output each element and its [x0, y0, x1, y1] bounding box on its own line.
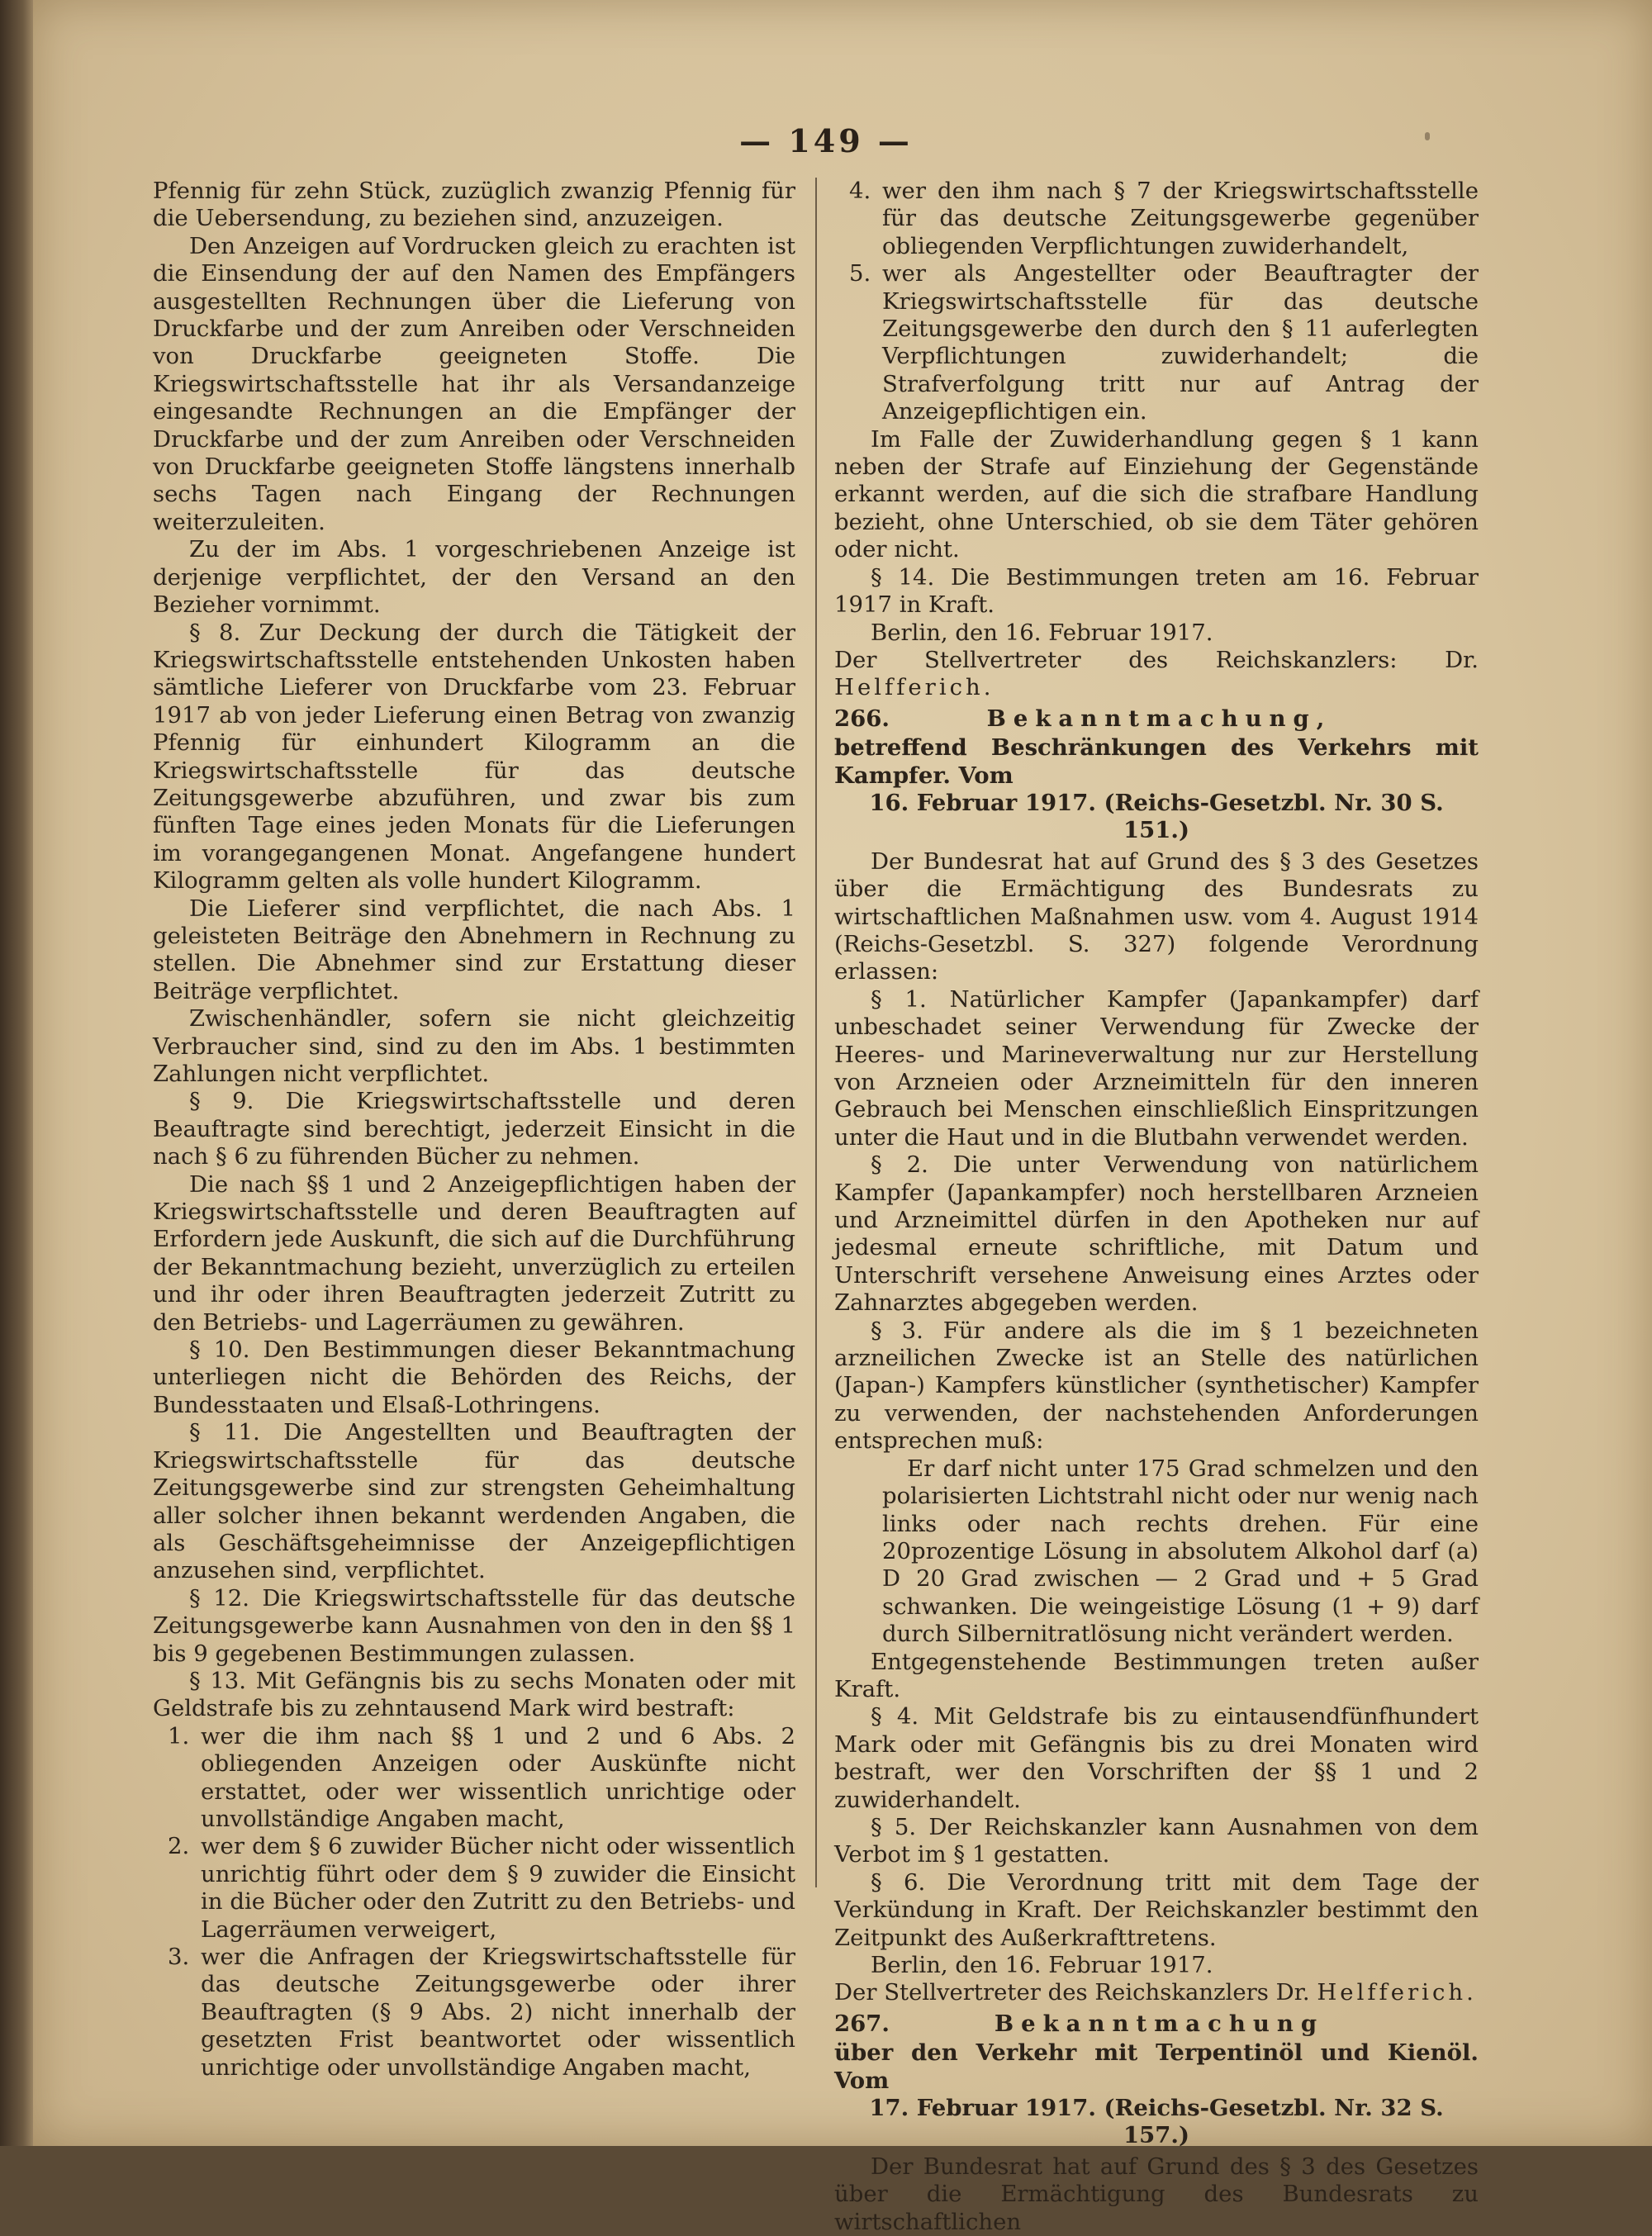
announcement-title: Bekanntmachung, [986, 705, 1332, 732]
announcement-citation: 16. Februar 1917. (Reichs-Gesetzbl. Nr. 30 S. 151.) [869, 789, 1444, 844]
announcement-citation: 17. Februar 1917. (Reichs-Gesetzbl. Nr. 32 S. 157.) [869, 2095, 1444, 2149]
paragraph: Die Lieferer sind verpflichtet, die nach Abs. 1 geleisteten Beiträge den Abnehmern in Rechnung zu stellen. Die Abnehmer sind zur Erstattung dieser Beiträge verpflichtet. [153, 895, 795, 1004]
list-number: 4. [849, 178, 871, 204]
signature-title: Der Stellvertreter des Reichskanzlers: Dr. [834, 646, 1479, 673]
announcement-title: Bekanntmachung [994, 2010, 1325, 2037]
indented-specification: Er darf nicht unter 175 Grad schmelzen und den polarisierten Lichtstrahl nicht oder nur wenig nach links oder nach rechts drehen. Für eine 20prozentige Lösung in absolutem Alkohol darf (a) D 20 Grad zwischen — 2 Grad und + 5 Grad schwanken. Die weingeistige Lösung (1 + 9) darf durch Silbernitratlösung nicht verändert werden. [882, 1455, 1479, 1648]
paragraph: Zu der im Abs. 1 vorgeschriebenen Anzeige ist derjenige verpflichtet, der den Versand an den Bezieher vornimmt. [153, 536, 795, 619]
paragraph: § 5. Der Reichskanzler kann Ausnahmen von dem Verbot im § 1 gestatten. [834, 1813, 1479, 1868]
paragraph: Die nach §§ 1 und 2 Anzeigepflichtigen haben der Kriegswirtschaftsstelle und deren Beauftragten auf Erfordern jede Auskunft, die sich auf die Durchführung der Bekanntmachung bezieht, unverzüglich zu erteilen und ihr oder ihren Beauftragten jederzeit Zutritt zu den Betriebs- und Lagerräumen zu gewähren. [153, 1170, 795, 1336]
ink-spot [1425, 132, 1430, 140]
paragraph: § 13. Mit Gefängnis bis zu sechs Monaten oder mit Geldstrafe bis zu zehntausend Mark wird bestraft: [153, 1667, 795, 1722]
page-number: — 149 — [739, 122, 913, 159]
list-number: 3. [168, 1944, 190, 1970]
list-text: wer den ihm nach § 7 der Kriegswirtschaftsstelle für das deutsche Zeitungsgewerbe gegenüber obliegenden Verpflichtungen zuwiderhandelt, [882, 178, 1479, 259]
announcement-heading [834, 2011, 1479, 2038]
list-item [153, 1833, 795, 1944]
paragraph: Entgegenstehende Bestimmungen treten außer Kraft. [834, 1648, 1479, 1702]
book-spine [0, 0, 33, 2146]
list-text: wer als Angestellter oder Beauftragter der Kriegswirtschaftsstelle für das deutsche Zeitungsgewerbe den durch den § 11 auferlegten Verpflichtungen zuwiderhandelt; die Strafverfolgung tritt nur auf Antrag der Anzeigepflichtigen ein. [882, 260, 1479, 425]
paragraph: § 14. Die Bestimmungen treten am 16. Februar 1917 in Kraft. [834, 563, 1479, 619]
list-number: 5. [849, 260, 871, 287]
list-item [834, 178, 1479, 260]
signature-title: Der Stellvertreter des Reichskanzlers Dr. [834, 1979, 1317, 2006]
paragraph: § 10. Den Bestimmungen dieser Bekanntmachung unterliegen nicht die Behörden des Reichs, der Bundesstaaten und Elsaß-Lothringens. [153, 1336, 795, 1418]
list-text: wer die ihm nach §§ 1 und 2 und 6 Abs. 2 obliegenden Anzeigen oder Auskünfte nicht erstattet, oder wer wissentlich unrichtige oder unvollständige Angaben macht, [201, 1722, 795, 1832]
paragraph: § 3. Für andere als die im § 1 bezeichneten arzneilichen Zwecke ist an Stelle des natürlichen (Japan-) Kampfers künstlicher (synthetischer) Kampfer zu verwenden, der nachstehenden Anforderungen entsprechen muß: [834, 1317, 1479, 1455]
announcement-subject: betreffend Beschränkungen des Verkehrs mit Kampfer. Vom [834, 734, 1479, 789]
list-text: wer dem § 6 zuwider Bücher nicht oder wissentlich unrichtig führt oder dem § 9 zuwider die Einsicht in die Bücher oder den Zutritt zu den Betriebs- und Lagerräumen verweigert, [201, 1833, 795, 1943]
paragraph: § 11. Die Angestellten und Beauftragten der Kriegswirtschaftsstelle für das deutsche Zeitungsgewerbe sind zur strengsten Geheimhaltung aller solcher ihnen bekannt werdenden Angaben, die als Geschäftsgeheimnisse der Anzeigepflichtigen anzusehen sind, verpflichtet. [153, 1419, 795, 1584]
list-item [153, 1944, 795, 2082]
left-column [153, 178, 795, 2082]
right-column [834, 178, 1479, 2236]
signature-name: Helfferich. [1317, 1979, 1477, 2006]
paragraph: § 12. Die Kriegswirtschaftsstelle für das deutsche Zeitungsgewerbe kann Ausnahmen von den in den §§ 1 bis 9 gegebenen Bestimmungen zulassen. [153, 1584, 795, 1667]
paragraph: Zwischenhändler, sofern sie nicht gleichzeitig Verbraucher sind, sind zu den im Abs. 1 bestimmten Zahlungen nicht verpflichtet. [153, 1005, 795, 1087]
paragraph: Berlin, den 16. Februar 1917. [871, 1952, 1213, 1978]
signature-name: Helfferich. [834, 674, 995, 701]
paragraph: § 6. Die Verordnung tritt mit dem Tage der Verkündung in Kraft. Der Reichskanzler bestimmt den Zeitpunkt des Außerkrafttretens. [834, 1868, 1479, 1951]
paragraph: Den Anzeigen auf Vordrucken gleich zu erachten ist die Einsendung der auf den Namen des Empfängers ausgestellten Rechnungen über die Lieferung von Druckfarbe und der zum Anreiben oder Verschneiden von Druckfarbe geeigneten Stoffe. Die Kriegswirtschaftsstelle hat ihr als Versandanzeige eingesandte Rechnungen an die Empfänger der Druckfarbe und der zum Anreiben oder Verschneiden von Druckfarbe geeigneten Stoffe längstens innerhalb sechs Tagen nach Eingang der Rechnungen weiterzuleiten. [153, 232, 795, 535]
paragraph: Im Falle der Zuwiderhandlung gegen § 1 kann neben der Strafe auf Einziehung der Gegenstände erkannt werden, auf die sich die strafbare Handlung bezieht, ohne Unterschied, ob sie dem Täter gehören oder nicht. [834, 425, 1479, 563]
announcement-subject: über den Verkehr mit Terpentinöl und Kienöl. Vom [834, 2039, 1479, 2094]
announcement-number: 267. [834, 2010, 890, 2037]
paragraph: § 1. Natürlicher Kampfer (Japankampfer) darf unbeschadet seiner Verwendung für Zwecke der Heeres- und Marineverwaltung nur zur Herstellung von Arzneien oder Arzneimitteln für den inneren Gebrauch bei Menschen einschließlich Einspritzungen unter die Haut und in die Blutbahn verwendet werden. [834, 985, 1479, 1151]
announcement-heading [834, 705, 1479, 733]
paragraph: § 8. Zur Deckung der durch die Tätigkeit der Kriegswirtschaftsstelle entstehenden Unkosten haben sämtliche Lieferer von Druckfarbe vom 23. Februar 1917 ab von jeder Lieferung einen Betrag von zwanzig Pfennig für einhundert Kilogramm an die Kriegswirtschaftsstelle für das deutsche Zeitungsgewerbe abzuführen, und zwar bis zum fünften Tage eines jeden Monats für die Lieferungen im vorangegangenen Monat. Angefangene hundert Kilogramm gelten als volle hundert Kilogramm. [153, 619, 795, 895]
paragraph: Der Bundesrat hat auf Grund des § 3 des Gesetzes über die Ermächtigung des Bundesrats zu wirtschaftlichen [834, 2153, 1479, 2235]
paragraph: § 4. Mit Geldstrafe bis zu eintausendfünfhundert Mark oder mit Gefängnis bis zu drei Monaten wird bestraft, wer den Vorschriften der §§ 1 und 2 zuwiderhandelt. [834, 1703, 1479, 1813]
list-item [153, 1723, 795, 1834]
paragraph: § 2. Die unter Verwendung von natürlichem Kampfer (Japankampfer) noch herstellbaren Arzneien und Arzneimittel dürfen in den Apotheken nur auf jedesmal erneute schriftliche, mit Datum und Unterschrift versehene Anweisung eines Arztes oder Zahnarztes abgegeben werden. [834, 1151, 1479, 1317]
paragraph: § 9. Die Kriegswirtschaftsstelle und deren Beauftragte sind berechtigt, jederzeit Einsicht in die nach § 6 zu führenden Bücher zu nehmen. [153, 1088, 795, 1170]
column-divider [815, 178, 817, 1887]
paragraph: Pfennig für zehn Stück, zuzüglich zwanzig Pfennig für die Uebersendung, zu beziehen sind, anzuzeigen. [153, 178, 795, 232]
signature-line [834, 1979, 1479, 2006]
list-number: 2. [168, 1833, 190, 1860]
signature-line [834, 647, 1479, 702]
paragraph: Der Bundesrat hat auf Grund des § 3 des Gesetzes über die Ermächtigung des Bundesrats zu wirtschaftlichen Maßnahmen usw. vom 4. August 1914 (Reichs-Gesetzbl. S. 327) folgende Verordnung erlassen: [834, 847, 1479, 985]
list-text: wer die Anfragen der Kriegswirtschaftsstelle für das deutsche Zeitungsgewerbe oder ihrer Beauftragten (§ 9 Abs. 2) nicht innerhalb der gesetzten Frist beantwortet oder wissentlich unrichtige oder unvollständige Angaben macht, [201, 1944, 795, 2081]
list-item [834, 260, 1479, 425]
paragraph: Berlin, den 16. Februar 1917. [871, 619, 1213, 646]
announcement-number: 266. [834, 705, 890, 732]
list-number: 1. [168, 1722, 190, 1749]
